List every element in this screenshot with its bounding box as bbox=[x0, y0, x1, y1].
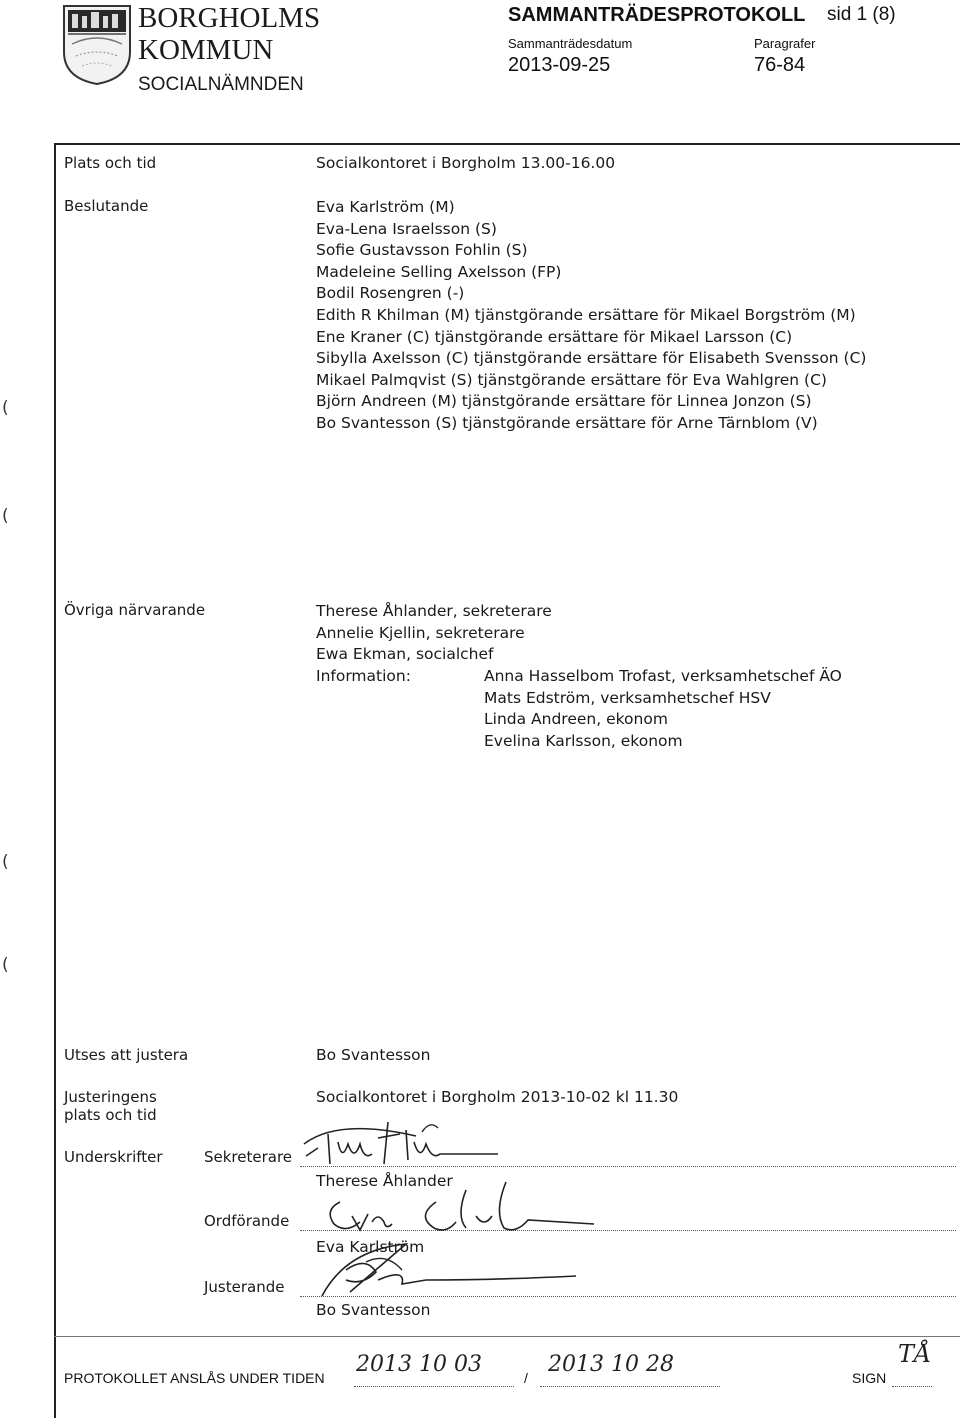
scan-mark: ( bbox=[2, 955, 9, 975]
beslutande-list bbox=[316, 197, 866, 435]
list-item: Ene Kraner (C) tjänstgörande ersättare för Mikael Larsson (C) bbox=[316, 327, 793, 346]
anslas-label: PROTOKOLLET ANSLÅS UNDER TIDEN bbox=[64, 1370, 325, 1386]
list-item: Ewa Ekman, socialchef bbox=[316, 645, 494, 664]
sign-initials: TÅ bbox=[898, 1340, 932, 1368]
ovriga-list bbox=[316, 601, 552, 666]
information-label: Information: bbox=[316, 667, 411, 685]
utses-value: Bo Svantesson bbox=[316, 1046, 431, 1064]
scan-mark: ( bbox=[2, 398, 9, 418]
page-number: sid 1 (8) bbox=[827, 4, 896, 25]
list-item: Evelina Karlsson, ekonom bbox=[484, 731, 683, 750]
list-item: Therese Åhlander, sekreterare bbox=[316, 602, 552, 620]
list-item: Linda Andreen, ekonom bbox=[484, 710, 668, 729]
document-title: SAMMANTRÄDESPROTOKOLL bbox=[508, 4, 806, 26]
initials-line bbox=[892, 1386, 932, 1387]
meeting-date-value: 2013-09-25 bbox=[508, 54, 611, 76]
scan-mark: ( bbox=[2, 852, 9, 872]
adjuster-role: Justerande bbox=[204, 1278, 285, 1296]
org-name-line2: KOMMUN bbox=[138, 34, 274, 66]
justering-place-label-2: plats och tid bbox=[64, 1106, 157, 1124]
list-item: Edith R Khilman (M) tjänstgörande ersättare för Mikael Borgström (M) bbox=[316, 305, 856, 324]
information-list bbox=[484, 666, 842, 752]
list-item: Mats Edström, verksamhetschef HSV bbox=[484, 688, 771, 707]
frame-top-border bbox=[54, 143, 960, 145]
underskrifter-label: Underskrifter bbox=[64, 1148, 163, 1166]
frame-left-border bbox=[54, 143, 56, 1418]
list-item: Sofie Gustavsson Fohlin (S) bbox=[316, 241, 528, 260]
list-item: Björn Andreen (M) tjänstgörande ersättare för Linnea Jonzon (S) bbox=[316, 392, 812, 411]
justering-place-value: Socialkontoret i Borgholm 2013-10-02 kl 11.30 bbox=[316, 1088, 679, 1106]
list-item: Mikael Palmqvist (S) tjänstgörande ersättare för Eva Wahlgren (C) bbox=[316, 370, 827, 389]
chair-role: Ordförande bbox=[204, 1212, 290, 1230]
list-item: Anna Hasselbom Trofast, verksamhetschef ÄO bbox=[484, 667, 842, 685]
justering-place-label-1: Justeringens bbox=[64, 1088, 157, 1106]
secretary-name: Therese Åhlander bbox=[316, 1172, 453, 1190]
list-item: Bo Svantesson (S) tjänstgörande ersättare för Arne Tärnblom (V) bbox=[316, 413, 818, 432]
posted-date-from: 2013 10 03 bbox=[356, 1352, 482, 1377]
paragraphs-value: 76-84 bbox=[754, 54, 806, 76]
chair-signature bbox=[316, 1176, 596, 1242]
beslutande-label: Beslutande bbox=[64, 197, 149, 215]
ovriga-label: Övriga närvarande bbox=[64, 601, 206, 619]
list-item: Sibylla Axelsson (C) tjänstgörande ersättare för Elisabeth Svensson (C) bbox=[316, 349, 867, 368]
place-time-label: Plats och tid bbox=[64, 154, 157, 172]
place-time-value: Socialkontoret i Borgholm 13.00-16.00 bbox=[316, 154, 616, 172]
date-separator: / bbox=[524, 1370, 528, 1386]
list-item: Eva-Lena Israelsson (S) bbox=[316, 219, 497, 238]
list-item: Annelie Kjellin, sekreterare bbox=[316, 623, 525, 642]
municipality-logo bbox=[62, 4, 132, 86]
list-item: Eva Karlström (M) bbox=[316, 198, 455, 216]
list-item: Madeleine Selling Axelsson (FP) bbox=[316, 262, 562, 281]
meeting-date-label: Sammanträdesdatum bbox=[508, 36, 633, 51]
date-line bbox=[540, 1386, 720, 1387]
chair-name: Eva Karlström bbox=[316, 1238, 425, 1256]
scan-mark: ( bbox=[2, 506, 9, 526]
date-line bbox=[354, 1386, 514, 1387]
sign-label: SIGN bbox=[852, 1370, 887, 1386]
secretary-signature bbox=[298, 1114, 558, 1172]
paragraphs-label: Paragrafer bbox=[754, 36, 816, 51]
footer-divider bbox=[54, 1336, 960, 1337]
posted-date-to: 2013 10 28 bbox=[548, 1352, 674, 1377]
adjuster-signature bbox=[306, 1240, 586, 1304]
org-name-line1: BORGHOLMS bbox=[138, 2, 321, 34]
list-item: Bodil Rosengren (-) bbox=[316, 284, 465, 303]
adjuster-name: Bo Svantesson bbox=[316, 1301, 431, 1319]
secretary-role: Sekreterare bbox=[204, 1148, 293, 1166]
committee-name: SOCIALNÄMNDEN bbox=[138, 74, 304, 95]
utses-label: Utses att justera bbox=[64, 1046, 189, 1064]
